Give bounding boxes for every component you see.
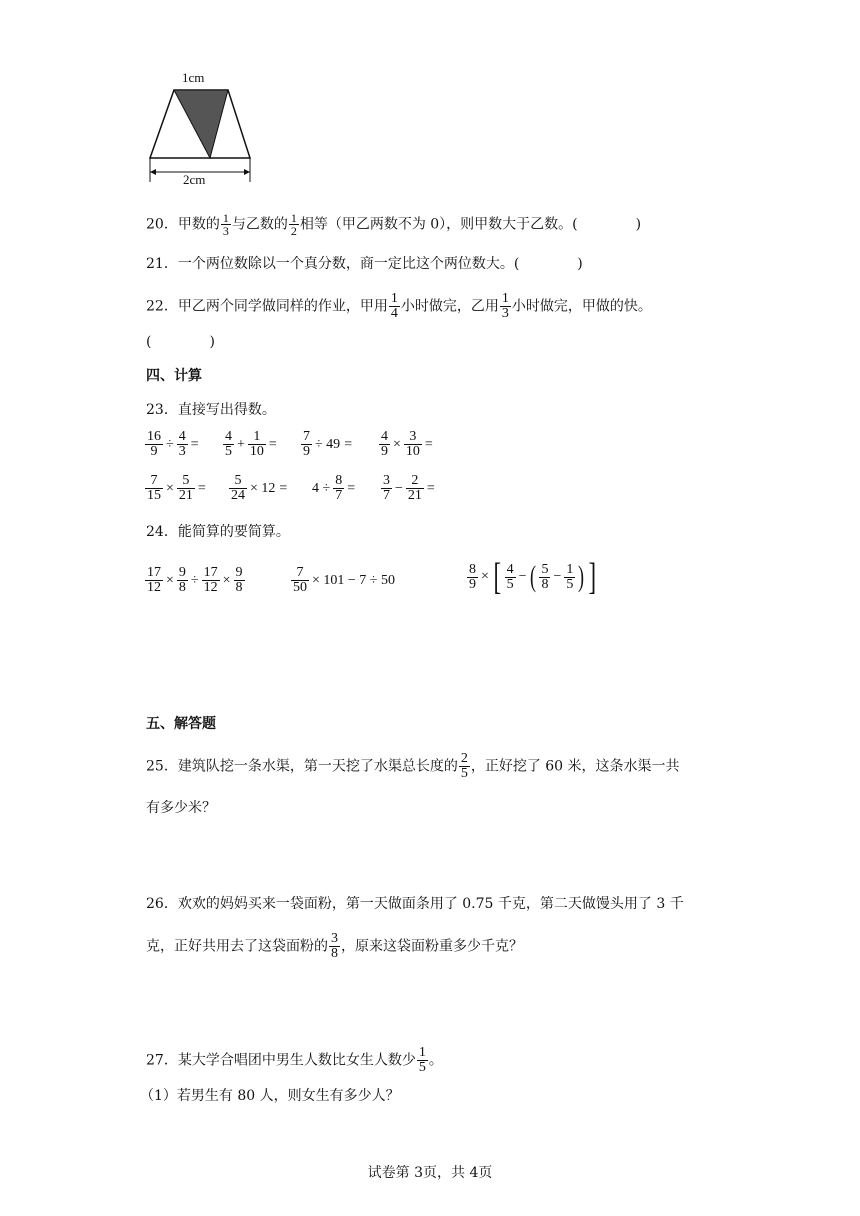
fraction: $\frac{2}{5}$ — [460, 751, 468, 781]
section-title: 四、计算 — [146, 368, 202, 384]
fraction: $\frac{1}{2}$ — [290, 211, 297, 238]
page-footer: 试卷第 3页，共 4页 — [367, 1165, 493, 1181]
question-24: 24．能简算的要简算。 — [146, 524, 290, 540]
figure-top-label: 1cm — [182, 70, 205, 85]
calc-item: $\frac{7}{9}$ ÷ 49 = — [303, 429, 353, 459]
calc-item: $\frac{7}{15}$ × $\frac{5}{21}$ = — [147, 473, 206, 503]
question-20: 20．甲数的 $\frac{1}{3}$ 与乙数的 $\frac{1}{2}$ 相等（甲乙两数不为 0），则甲数大于乙数。( ) — [146, 211, 642, 238]
question-23: 23．直接写出得数。 — [146, 402, 276, 418]
question-21: 21．一个两位数除以一个真分数，商一定比这个两位数大。( ) — [146, 256, 583, 272]
question-27: 27．某大学合唱团中男生人数比女生人数少 $\frac{1}{5}$ 。 — [146, 1045, 443, 1075]
calc-item: $\frac{4}{5}$ + $\frac{1}{10}$ = — [225, 429, 277, 459]
question-22-answer: ( ) — [146, 334, 215, 350]
fraction: $\frac{3}{8}$ — [331, 931, 338, 961]
question-26-cont: 克，正好共用去了这袋面粉的 $\frac{3}{8}$ ，原来这袋面粉重多少千克？ — [146, 931, 523, 961]
calc-item: $\frac{16}{9}$ ÷ $\frac{4}{3}$ = — [147, 429, 199, 459]
calc-item: $\frac{3}{7}$ − $\frac{2}{21}$ = — [383, 473, 435, 503]
fraction: $\frac{1}{5}$ — [418, 1045, 426, 1075]
simplify-expression-2: $\frac{7}{50}$ × 101 − 7 ÷ 50 — [293, 565, 395, 595]
calc-item: 4 ÷ $\frac{8}{7}$ = — [312, 473, 356, 503]
question-22: 22．甲乙两个同学做同样的作业，甲用 $\frac{1}{4}$ 小时做完，乙用 $\frac{1}{3}$ 小时做完，甲做的快。 — [146, 291, 652, 321]
simplify-expression-3: $\frac{8}{9}$ × [ $\frac{4}{5}$ − ( $\frac{5}{8}$ − $\frac{1}{5}$ ) ] — [469, 556, 597, 598]
simplify-expression-1: $\frac{17}{12}$ × $\frac{9}{8}$ ÷ $\frac{17}{12}$ × $\frac{9}{8}$ — [147, 565, 243, 595]
question-27-part-1: （1）若男生有 80 人，则女生有多少人？ — [140, 1088, 400, 1104]
figure-bottom-label: 2cm — [183, 172, 206, 187]
trapezoid-figure — [146, 68, 256, 188]
question-25: 25．建筑队挖一条水渠，第一天挖了水渠总长度的 $\frac{2}{5}$ ，正好挖了 60 米，这条水渠一共 — [146, 751, 680, 781]
question-26: 26．欢欢的妈妈买来一袋面粉，第一天做面条用了 0.75 千克，第二天做馒头用了 3 千 — [146, 896, 684, 912]
calc-item: $\frac{4}{9}$ × $\frac{3}{10}$ = — [381, 429, 433, 459]
fraction: $\frac{1}{3}$ — [501, 291, 509, 321]
section-title: 五、解答题 — [146, 716, 216, 732]
calc-item: $\frac{5}{24}$ × 12 = — [231, 473, 288, 503]
fraction: $\frac{1}{3}$ — [222, 211, 229, 238]
fraction: $\frac{1}{4}$ — [390, 291, 398, 321]
question-25-cont: 有多少米？ — [146, 800, 216, 816]
